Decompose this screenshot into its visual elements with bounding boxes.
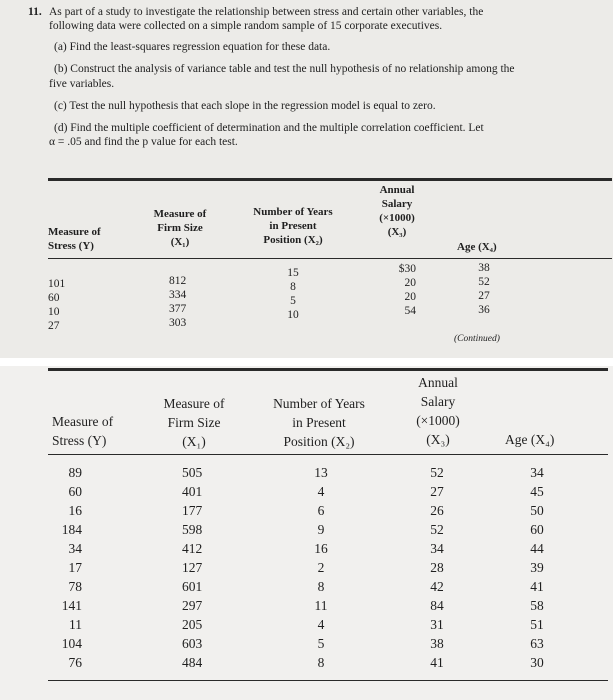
table2-header-x3: Annual Salary (×1000) (X₃) [416, 375, 460, 447]
table2-top-rule [48, 368, 608, 371]
table2-col-x4: 34 45 50 60 44 39 41 58 51 63 30 [530, 465, 544, 670]
table1-header-y: Measure of Stress (Y) [48, 226, 101, 252]
textbook-photo-bottom [0, 366, 613, 700]
table2-col-x1: 505 401 177 598 412 127 601 297 205 603 484 [182, 465, 203, 670]
part-d-line1: (d) Find the multiple coefficient of determination and the multiple correlation coefficient. Let [54, 122, 484, 134]
problem-intro-line1: As part of a study to investigate the relationship between stress and certain other variables, the [49, 6, 484, 18]
continued-note: (Continued) [454, 334, 500, 344]
part-b-line1: (b) Construct the analysis of variance table and test the null hypothesis of no relationship among the [54, 63, 515, 75]
table2-col-y: 89 60 16 184 34 17 78 141 11 104 76 [61, 465, 82, 670]
photo-gap [0, 358, 613, 366]
part-a: (a) Find the least-squares regression equation for these data. [54, 41, 331, 53]
table2-header-y: Measure of Stress (Y) [52, 414, 114, 448]
problem-intro-line2: following data were collected on a simple random sample of 15 corporate executives. [49, 20, 443, 32]
table1-col-x1: 812 334 377 303 [169, 275, 187, 329]
table2-header-rule [48, 454, 608, 455]
table1-header-x2: Number of Years in Present Position (X₂) [253, 206, 333, 246]
table2-header-x4: Age (X₄) [505, 432, 555, 447]
part-d-line2: α = .05 and find the p value for each test. [49, 136, 238, 148]
table2-col-x3: 52 27 26 52 34 28 42 84 31 38 41 [430, 465, 444, 670]
table1-col-x2: 15 8 5 10 [287, 267, 299, 321]
table1-header-x1: Measure of Firm Size (X₁) [153, 208, 207, 248]
table1-col-y: 101 60 10 27 [48, 278, 66, 332]
table1-header-x3: Annual Salary (×1000) (X₃) [379, 184, 415, 238]
table1-col-x4: 38 52 27 36 [478, 262, 490, 316]
table1-header-x4: Age (X₄) [457, 241, 497, 253]
table1-col-x3: $30 20 20 54 [398, 263, 416, 317]
table2-header-x1: Measure of Firm Size (X₁) [163, 396, 225, 449]
table1-top-rule [48, 178, 612, 181]
problem-number: 11. [28, 6, 42, 18]
table2-header-x2: Number of Years in Present Position (X₂) [273, 396, 365, 449]
table1-header-rule [48, 258, 612, 259]
table2-bottom-rule [48, 680, 608, 681]
part-c: (c) Test the null hypothesis that each slope in the regression model is equal to zero. [54, 100, 436, 112]
table2-col-x2: 13 4 6 9 16 2 8 11 4 5 8 [314, 465, 328, 670]
part-b-line2: five variables. [49, 78, 115, 90]
